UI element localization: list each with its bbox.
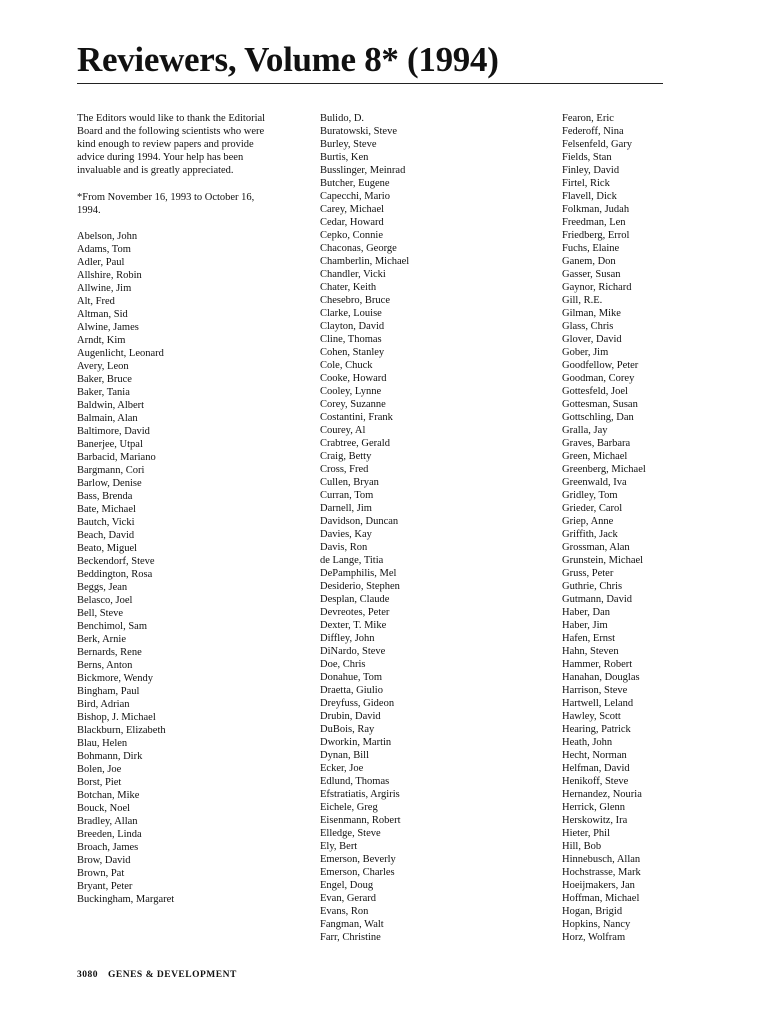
reviewer-name: Emerson, Beverly <box>320 854 396 865</box>
reviewer-name: Heath, John <box>562 737 613 748</box>
reviewer-name: Bird, Adrian <box>77 699 130 710</box>
reviewer-name: Burtis, Ken <box>320 152 369 163</box>
reviewer-name: Beckendorf, Steve <box>77 556 155 567</box>
reviewer-name: Greenberg, Michael <box>562 464 646 475</box>
reviewer-name: Blackburn, Elizabeth <box>77 725 166 736</box>
reviewer-name: Bernards, Rene <box>77 647 142 658</box>
reviewer-name: Baldwin, Albert <box>77 400 145 411</box>
reviewer-name: Adler, Paul <box>77 257 125 268</box>
reviewer-name: Beggs, Jean <box>77 582 128 593</box>
reviewer-name: Hafen, Ernst <box>562 633 616 644</box>
footnote: *From November 16, 1993 to October 16, 1994. <box>77 192 255 216</box>
reviewer-name: Chaconas, George <box>320 243 397 254</box>
reviewer-name: Courey, Al <box>320 425 366 436</box>
reviewer-name: Chater, Keith <box>320 282 377 293</box>
reviewer-name: Beato, Miguel <box>77 543 138 554</box>
reviewer-name: Botchan, Mike <box>77 790 140 801</box>
reviewer-name: Engel, Doug <box>320 880 374 891</box>
reviewer-name: Darnell, Jim <box>320 503 372 514</box>
reviewer-name: Desplan, Claude <box>320 594 390 605</box>
reviewer-name: Brow, David <box>77 855 131 866</box>
reviewer-name: Bohmann, Dirk <box>77 751 143 762</box>
reviewer-name: Bolen, Joe <box>77 764 122 775</box>
reviewer-name: Broach, James <box>77 842 139 853</box>
reviewer-name: Grunstein, Michael <box>562 555 644 566</box>
reviewer-name: Freedman, Len <box>562 217 626 228</box>
reviewer-name: Adams, Tom <box>77 244 131 255</box>
reviewer-name: Balmain, Alan <box>77 413 138 424</box>
reviewer-name: Chamberlin, Michael <box>320 256 410 267</box>
reviewer-name: Banerjee, Utpal <box>77 439 143 450</box>
reviewer-name: Busslinger, Meinrad <box>320 165 406 176</box>
reviewer-name: Cline, Thomas <box>320 334 382 345</box>
reviewer-name: Allwine, Jim <box>77 283 132 294</box>
reviewer-name: de Lange, Titia <box>320 555 384 566</box>
reviewer-name: Haber, Jim <box>562 620 608 631</box>
reviewer-name: Dreyfuss, Gideon <box>320 698 395 709</box>
reviewer-name: Guthrie, Chris <box>562 581 623 592</box>
reviewer-name: Belasco, Joel <box>77 595 133 606</box>
reviewer-name: Glass, Chris <box>562 321 614 332</box>
reviewer-name: Dexter, T. Mike <box>320 620 387 631</box>
reviewer-name: Carey, Michael <box>320 204 385 215</box>
reviewer-name: Felsenfeld, Gary <box>562 139 632 150</box>
reviewer-name: Helfman, David <box>562 763 630 774</box>
reviewer-name: Augenlicht, Leonard <box>77 348 164 359</box>
reviewer-name: Abelson, John <box>77 231 138 242</box>
reviewer-name: Fangman, Walt <box>320 919 384 930</box>
reviewer-name: DiNardo, Steve <box>320 646 386 657</box>
reviewer-name: Bass, Brenda <box>77 491 133 502</box>
column-2 <box>320 112 520 944</box>
reviewer-name: Brown, Pat <box>77 868 125 879</box>
reviewer-name: Ganem, Don <box>562 256 616 267</box>
reviewer-name: Firtel, Rick <box>562 178 610 189</box>
reviewer-name: Hawley, Scott <box>562 711 621 722</box>
reviewer-name: Goodman, Corey <box>562 373 635 384</box>
reviewer-name: Evan, Gerard <box>320 893 376 904</box>
page-footer <box>77 970 237 980</box>
reviewer-name: Graves, Barbara <box>562 438 631 449</box>
reviewer-name: Bishop, J. Michael <box>77 712 156 723</box>
reviewer-name: Altman, Sid <box>77 309 128 320</box>
reviewer-name: Hanahan, Douglas <box>562 672 640 683</box>
page-title: Reviewers, Volume 8* (1994) <box>77 40 499 79</box>
reviewer-name: Devreotes, Peter <box>320 607 390 618</box>
reviewer-name: Edlund, Thomas <box>320 776 390 787</box>
reviewer-name: Herrick, Glenn <box>562 802 625 813</box>
reviewer-name: Capecchi, Mario <box>320 191 390 202</box>
reviewer-name: Efstratiatis, Argiris <box>320 789 400 800</box>
reviewer-name: Gralla, Jay <box>562 425 608 436</box>
reviewer-name: Emerson, Charles <box>320 867 395 878</box>
reviewer-name: Henikoff, Steve <box>562 776 629 787</box>
reviewer-name: Finley, David <box>562 165 620 176</box>
reviewer-name: Griep, Anne <box>562 516 614 527</box>
reviewer-name: Green, Michael <box>562 451 628 462</box>
intro-block <box>77 112 277 217</box>
reviewer-name: Berns, Anton <box>77 660 133 671</box>
reviewer-name: Cohen, Stanley <box>320 347 385 358</box>
reviewer-name: Eichele, Greg <box>320 802 378 813</box>
reviewer-name: Friedberg, Errol <box>562 230 630 241</box>
reviewer-name: Hernandez, Nouria <box>562 789 642 800</box>
reviewer-name: Ely, Bert <box>320 841 358 852</box>
journal-name: GENES & DEVELOPMENT <box>108 970 237 980</box>
reviewer-name: Fearon, Eric <box>562 113 614 124</box>
reviewer-name: Hoffman, Michael <box>562 893 640 904</box>
reviewer-name: Davis, Ron <box>320 542 368 553</box>
reviewer-name: Hoeijmakers, Jan <box>562 880 635 891</box>
reviewer-name: Folkman, Judah <box>562 204 630 215</box>
reviewer-name: Bouck, Noel <box>77 803 131 814</box>
reviewer-name: Draetta, Giulio <box>320 685 383 696</box>
reviewer-name: Beddington, Rosa <box>77 569 153 580</box>
reviewer-name: Clarke, Louise <box>320 308 382 319</box>
reviewer-name: Haber, Dan <box>562 607 610 618</box>
reviewer-name: Bate, Michael <box>77 504 136 515</box>
reviewer-name: Allshire, Robin <box>77 270 142 281</box>
reviewer-name: Gruss, Peter <box>562 568 614 579</box>
reviewer-name: Barbacid, Mariano <box>77 452 156 463</box>
reviewer-name: Breeden, Linda <box>77 829 142 840</box>
reviewer-name: Grieder, Carol <box>562 503 623 514</box>
reviewer-name: Federoff, Nina <box>562 126 624 137</box>
column-3 <box>562 112 752 944</box>
reviewer-name: Flavell, Dick <box>562 191 617 202</box>
reviewer-name: Hogan, Brigid <box>562 906 623 917</box>
reviewer-name: Fields, Stan <box>562 152 612 163</box>
reviewer-name: Hammer, Robert <box>562 659 633 670</box>
reviewer-name: Bargmann, Cori <box>77 465 145 476</box>
reviewer-name: Beach, David <box>77 530 135 541</box>
reviewer-name: Burley, Steve <box>320 139 377 150</box>
reviewer-name: Cullen, Bryan <box>320 477 379 488</box>
reviewer-name: Hill, Bob <box>562 841 602 852</box>
reviewer-name: Bryant, Peter <box>77 881 133 892</box>
reviewer-name: Barlow, Denise <box>77 478 142 489</box>
intro-text: The Editors would like to thank the Editorial Board and the following scientists who were kind enough to review papers and provide advice during 1994. Your help has been invaluable and is greatly appreciated. <box>77 113 266 176</box>
reviewer-name: Grossman, Alan <box>562 542 630 553</box>
reviewer-name: Horz, Wolfram <box>562 932 626 943</box>
reviewer-name: Bingham, Paul <box>77 686 140 697</box>
reviewer-name: Hinnebusch, Allan <box>562 854 641 865</box>
reviewer-name: Goodfellow, Peter <box>562 360 639 371</box>
reviewer-name: Gottesman, Susan <box>562 399 638 410</box>
page-number: 3080 <box>77 970 98 980</box>
title-rule <box>77 83 663 84</box>
reviewer-name: Hartwell, Leland <box>562 698 634 709</box>
reviewer-name: Berk, Arnie <box>77 634 126 645</box>
reviewer-name: Alwine, James <box>77 322 139 333</box>
reviewer-name: Benchimol, Sam <box>77 621 147 632</box>
reviewer-name: Costantini, Frank <box>320 412 393 423</box>
reviewer-name: Cepko, Connie <box>320 230 383 241</box>
reviewer-name: Elledge, Steve <box>320 828 381 839</box>
reviewer-name: Gridley, Tom <box>562 490 618 501</box>
reviewer-name: Doe, Chris <box>320 659 366 670</box>
reviewer-list <box>320 112 520 944</box>
reviewer-name: Gottschling, Dan <box>562 412 634 423</box>
reviewer-name: Harrison, Steve <box>562 685 628 696</box>
reviewer-name: Chandler, Vicki <box>320 269 386 280</box>
reviewer-name: Baltimore, David <box>77 426 150 437</box>
reviewer-name: Gasser, Susan <box>562 269 621 280</box>
reviewer-name: Donahue, Tom <box>320 672 383 683</box>
reviewer-name: Herskowitz, Ira <box>562 815 628 826</box>
reviewer-name: Avery, Leon <box>77 361 129 372</box>
reviewer-name: Bautch, Vicki <box>77 517 135 528</box>
reviewer-name: Davies, Kay <box>320 529 372 540</box>
reviewer-name: DePamphilis, Mel <box>320 568 397 579</box>
reviewer-name: Craig, Betty <box>320 451 372 462</box>
reviewer-name: Cole, Chuck <box>320 360 373 371</box>
reviewer-name: Crabtree, Gerald <box>320 438 390 449</box>
column-1 <box>77 112 277 906</box>
reviewer-name: Gutmann, David <box>562 594 632 605</box>
reviewer-name: Desiderio, Stephen <box>320 581 400 592</box>
reviewer-name: Curran, Tom <box>320 490 374 501</box>
reviewer-list <box>562 112 752 944</box>
reviewer-name: Butcher, Eugene <box>320 178 390 189</box>
reviewer-name: Hearing, Patrick <box>562 724 631 735</box>
reviewer-name: Gaynor, Richard <box>562 282 632 293</box>
reviewer-name: Ecker, Joe <box>320 763 364 774</box>
reviewer-name: Hecht, Norman <box>562 750 627 761</box>
reviewer-name: Gilman, Mike <box>562 308 621 319</box>
reviewer-name: Chesebro, Bruce <box>320 295 390 306</box>
reviewer-name: Cross, Fred <box>320 464 369 475</box>
reviewer-name: Cooley, Lynne <box>320 386 382 397</box>
reviewer-name: Diffley, John <box>320 633 375 644</box>
reviewer-name: Borst, Piet <box>77 777 122 788</box>
reviewer-name: Glover, David <box>562 334 622 345</box>
reviewer-name: Arndt, Kim <box>77 335 126 346</box>
reviewer-name: Greenwald, Iva <box>562 477 627 488</box>
reviewer-name: Bulido, D. <box>320 113 365 124</box>
reviewer-name: Evans, Ron <box>320 906 369 917</box>
reviewer-name: Baker, Tania <box>77 387 130 398</box>
reviewer-name: Cooke, Howard <box>320 373 387 384</box>
reviewer-name: Bell, Steve <box>77 608 124 619</box>
reviewer-name: Hahn, Steven <box>562 646 619 657</box>
reviewer-name: Gottesfeld, Joel <box>562 386 628 397</box>
reviewer-name: Davidson, Duncan <box>320 516 399 527</box>
reviewer-name: Alt, Fred <box>77 296 115 307</box>
reviewer-name: Buckingham, Margaret <box>77 894 175 905</box>
reviewer-name: Fuchs, Elaine <box>562 243 620 254</box>
reviewer-name: Eisenmann, Robert <box>320 815 401 826</box>
reviewer-name: Hopkins, Nancy <box>562 919 631 930</box>
reviewer-name: Clayton, David <box>320 321 385 332</box>
reviewer-name: Hochstrasse, Mark <box>562 867 641 878</box>
reviewer-name: Dworkin, Martin <box>320 737 392 748</box>
reviewer-name: DuBois, Ray <box>320 724 375 735</box>
reviewer-name: Blau, Helen <box>77 738 128 749</box>
reviewer-name: Buratowski, Steve <box>320 126 397 137</box>
reviewer-name: Hieter, Phil <box>562 828 610 839</box>
reviewer-name: Bradley, Allan <box>77 816 138 827</box>
reviewer-list <box>77 230 277 906</box>
reviewer-name: Cedar, Howard <box>320 217 384 228</box>
reviewer-name: Gober, Jim <box>562 347 609 358</box>
reviewer-name: Dynan, Bill <box>320 750 369 761</box>
reviewer-name: Drubin, David <box>320 711 381 722</box>
reviewer-name: Griffith, Jack <box>562 529 618 540</box>
reviewer-name: Gill, R.E. <box>562 295 603 306</box>
reviewer-name: Corey, Suzanne <box>320 399 386 410</box>
reviewer-name: Baker, Bruce <box>77 374 132 385</box>
reviewer-name: Farr, Christine <box>320 932 381 943</box>
reviewer-name: Bickmore, Wendy <box>77 673 153 684</box>
